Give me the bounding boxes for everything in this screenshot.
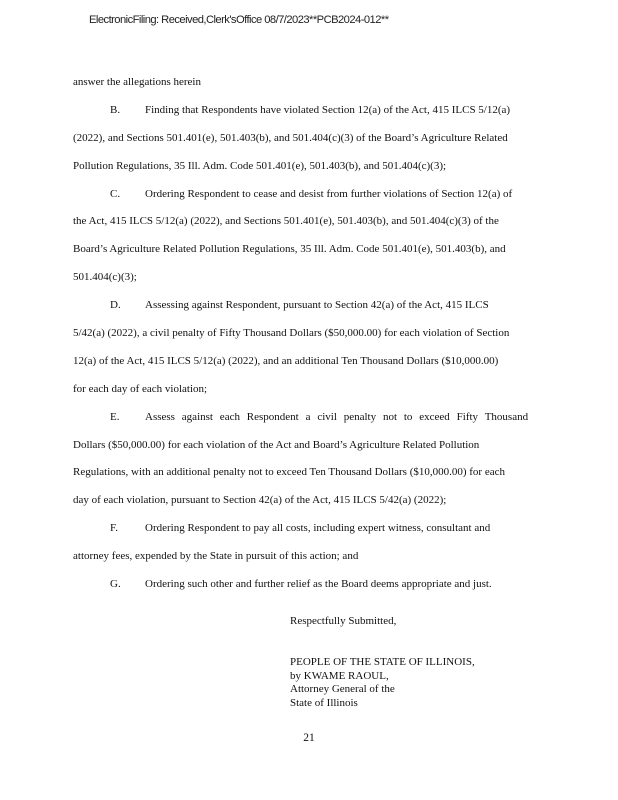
prayer-item-d: [73, 292, 553, 404]
page-number: 21: [303, 732, 315, 744]
item-line: Dollars ($50,000.00) for each violation of the Act and Board’s Agriculture Related Pollution: [73, 438, 480, 451]
document-body: [73, 69, 553, 599]
item-first-line: [73, 181, 553, 209]
item-first-line: [73, 404, 553, 432]
item-first-line: [73, 571, 553, 599]
item-text: Finding that Respondents have violated Section 12(a) of the Act, 415 ILCS 5/12(a): [145, 103, 511, 116]
signatory-line: State of Illinois: [290, 697, 358, 710]
prayer-item-b: [73, 97, 553, 181]
item-text: Ordering such other and further relief as the Board deems appropriate and just.: [145, 578, 492, 591]
item-line: day of each violation, pursuant to Section 42(a) of the Act, 415 ILCS 5/42(a) (2022);: [73, 494, 447, 507]
signatory-lines: [290, 656, 475, 711]
item-line: 501.404(c)(3);: [73, 271, 137, 284]
item-line: Board’s Agriculture Related Pollution Regulations, 35 Ill. Adm. Code 501.401(e), 501.403(b), and: [73, 243, 506, 256]
item-letter: B.: [110, 103, 121, 116]
item-text: Assessing against Respondent, pursuant to Section 42(a) of the Act, 415 ILCS: [145, 299, 489, 312]
item-text: Assess against each Respondent a civil penalty not to exceed Fifty Thousand: [145, 410, 529, 423]
filing-stamp-header: ElectronicFiling: Received,Clerk'sOffice 08/7/2023**PCB2024-012**: [89, 14, 389, 26]
prayer-item-g: [73, 571, 553, 599]
item-letter: C.: [110, 187, 121, 200]
prayer-item-f: [73, 515, 553, 571]
continuation-line: answer the allegations herein: [73, 76, 201, 88]
item-text: Ordering Respondent to cease and desist from further violations of Section 12(a) of: [145, 187, 513, 200]
closing-line: Respectfully Submitted,: [290, 615, 397, 627]
item-letter: G.: [110, 578, 121, 591]
item-letter: F.: [110, 522, 118, 535]
item-letter: D.: [110, 299, 121, 312]
item-first-line: [73, 515, 553, 543]
signatory-line: by KWAME RAOUL,: [290, 669, 389, 682]
signatory-line: PEOPLE OF THE STATE OF ILLINOIS,: [290, 656, 475, 668]
item-line: Regulations, with an additional penalty not to exceed Ten Thousand Dollars ($10,000.00) for each: [73, 466, 505, 479]
item-letter: E.: [110, 410, 120, 423]
item-line: attorney fees, expended by the State in pursuit of this action; and: [73, 550, 359, 563]
signatory-line: Attorney General of the: [290, 683, 395, 696]
item-text: Ordering Respondent to pay all costs, including expert witness, consultant and: [145, 522, 491, 535]
item-line: 12(a) of the Act, 415 ILCS 5/12(a) (2022), and an additional Ten Thousand Dollars ($10,000.00): [73, 354, 499, 367]
item-first-line: [73, 292, 553, 320]
signature-block: [290, 613, 475, 711]
prayer-item-c: [73, 181, 553, 293]
item-line: (2022), and Sections 501.401(e), 501.403(b), and 501.404(c)(3) of the Board’s Agriculture Related: [73, 131, 508, 144]
item-line: for each day of each violation;: [73, 382, 208, 395]
item-line: the Act, 415 ILCS 5/12(a) (2022), and Sections 501.401(e), 501.403(b), and 501.404(c)(3) of the: [73, 215, 499, 228]
prayer-item-e: [73, 404, 553, 516]
item-line: Pollution Regulations, 35 Ill. Adm. Code 501.401(e), 501.403(b), and 501.404(c)(3);: [73, 159, 447, 172]
item-first-line: [73, 97, 553, 125]
item-line: 5/42(a) (2022), a civil penalty of Fifty Thousand Dollars ($50,000.00) for each violation of Section: [73, 327, 510, 340]
